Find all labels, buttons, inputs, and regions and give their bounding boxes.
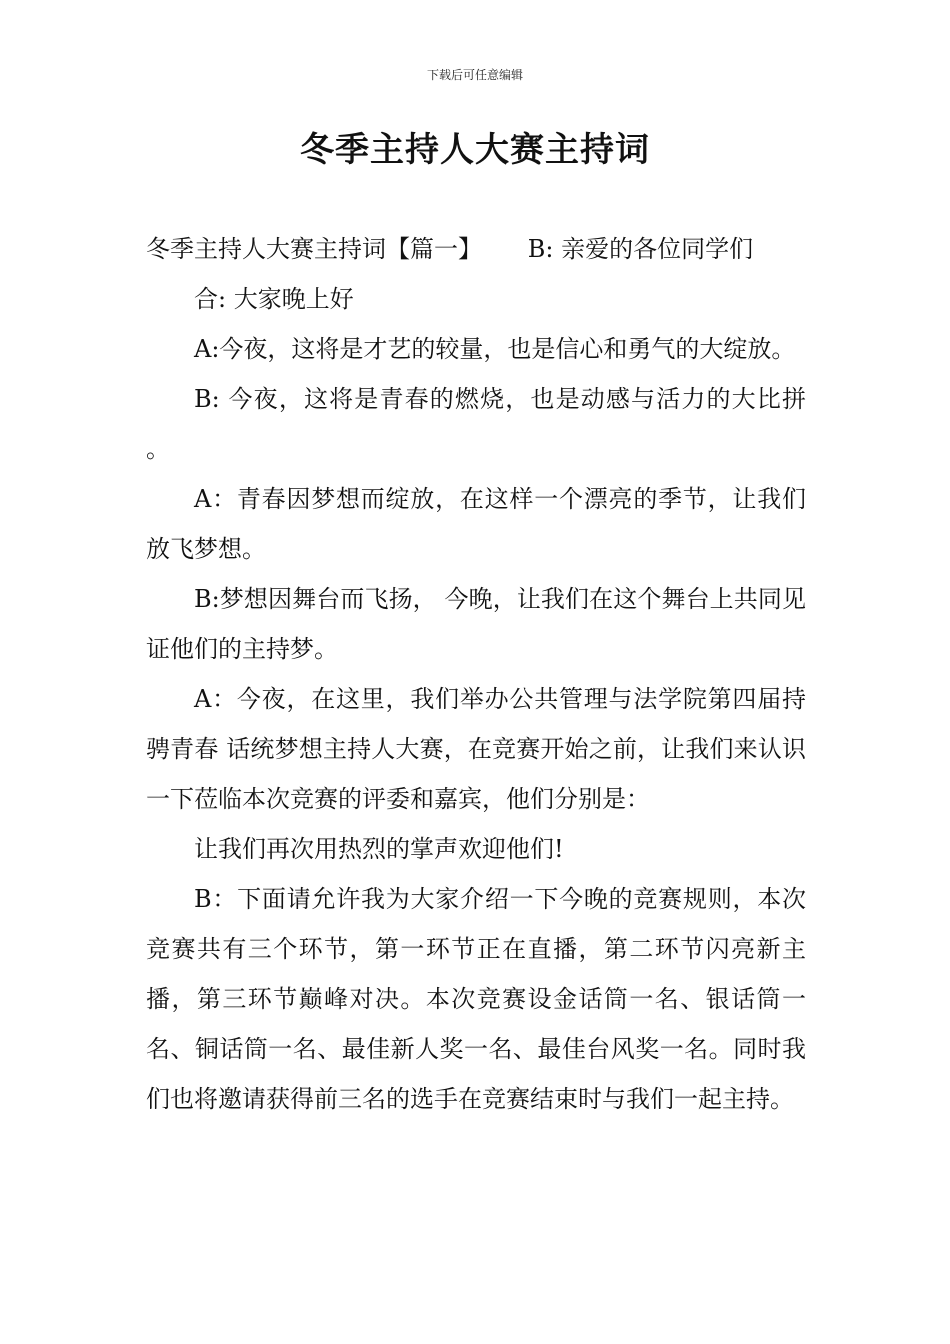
paragraph-8: B：下面请允许我为大家介绍一下今晚的竞赛规则，本次竞赛共有三个环节，第一环节正在直播，第二环节闪亮新主播，第三环节巅峰对决。本次竞赛设金话筒一名、银话筒一名、铜话筒一名、最佳新人奖一名、最佳台风奖一名。同时我们也将邀请获得前三名的选手在竞赛结束时与我们一起主持。 xyxy=(146,885,806,1113)
paragraph-4: A：青春因梦想而绽放，在这样一个漂亮的季节，让我们放飞梦想。 xyxy=(146,485,806,563)
paragraph-2: A:今夜，这将是才艺的较量，也是信心和勇气的大绽放。 xyxy=(194,335,796,363)
paragraph-1: 合: 大家晚上好 xyxy=(194,285,354,313)
header-note: 下载后可任意编辑 xyxy=(426,68,523,82)
paragraph-3: B: 今夜，这将是青春的燃烧，也是动感与活力的大比拼 。 xyxy=(146,385,806,463)
paragraph-6: A：今夜，在这里，我们举办公共管理与法学院第四届持骋青春 话统梦想主持人大赛，在竞赛开始之前，让我们来认识一下莅临本次竞赛的评委和嘉宾，他们分别是： xyxy=(146,685,806,813)
paragraph-5: B:梦想因舞台而飞扬， 今晚，让我们在这个舞台上共同见证他们的主持梦。 xyxy=(146,585,806,663)
paragraph-7: 让我们再次用热烈的掌声欢迎他们! xyxy=(194,835,564,863)
opening-line: 冬季主持人大赛主持词【篇一】 B: 亲爱的各位同学们 xyxy=(146,235,754,263)
document-title: 冬季主持人大赛主持词 xyxy=(300,130,650,170)
document-body xyxy=(146,224,806,1124)
